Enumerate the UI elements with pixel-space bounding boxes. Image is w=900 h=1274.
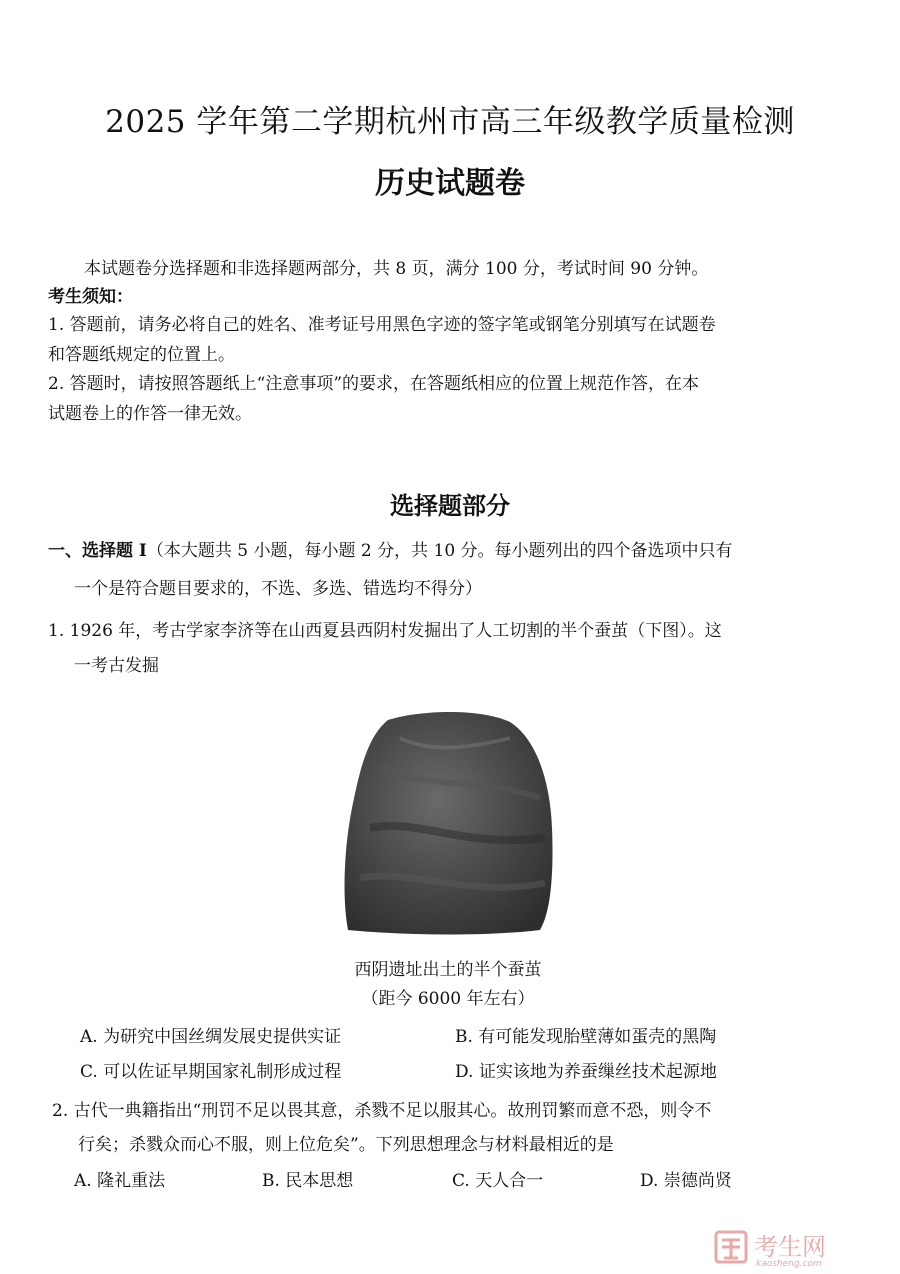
section-title: 选择题部分 (390, 491, 510, 520)
notice-item-2-line-1: 2. 答题时，请按照答题纸上“注意事项”的要求，在答题纸相应的位置上规范作答，在本 (48, 374, 700, 394)
q2-option-a: A. 隆礼重法 (74, 1171, 166, 1191)
part-description: （本大题共 5 小题，每小题 2 分，共 10 分。每小题列出的四个备选项中只有 (146, 541, 733, 561)
q1-option-c: C. 可以佐证早期国家礼制形成过程 (80, 1062, 342, 1082)
exam-intro: 本试题卷分选择题和非选择题两部分，共 8 页，满分 100 分，考试时间 90 分钟。 (84, 259, 709, 279)
q2-stem-line-2: 行矣；杀戮众而心不服，则上位危矣”。下列思想理念与材料最相近的是 (78, 1135, 614, 1155)
q2-option-c: C. 天人合一 (452, 1171, 544, 1191)
kaosheng-watermark-logo (712, 1228, 892, 1268)
q2-stem-line-1: 2. 古代一典籍指出“刑罚不足以畏其意，杀戮不足以服其心。故刑罚繁而意不恐，则令不 (52, 1101, 712, 1121)
q1-figure-caption-line-2: （距今 6000 年左右） (361, 989, 535, 1009)
q2-option-b: B. 民本思想 (262, 1171, 354, 1191)
q1-stem-line-1: 1. 1926 年，考古学家李济等在山西夏县西阴村发掘出了人工切割的半个蚕茧（下图）。这 (48, 621, 722, 641)
watermark-domain-text: kaosheng.com (756, 1259, 822, 1268)
exam-title: 2025 学年第二学期杭州市高三年级教学质量检测 (105, 104, 795, 140)
notice-heading: 考生须知： (48, 287, 133, 307)
q1-stem-line-2: 一考古发掘 (74, 656, 159, 676)
notice-item-1-line-2: 和答题纸规定的位置上。 (48, 345, 235, 365)
part-heading-line-1 (48, 540, 733, 562)
half-silkworm-cocoon-photo (340, 708, 556, 938)
part-description-line-2: 一个是符合题目要求的，不选、多选、错选均不得分） (74, 579, 482, 599)
watermark-brand-text: 考生网 (754, 1233, 826, 1261)
notice-item-2-line-2: 试题卷上的作答一律无效。 (48, 404, 252, 424)
exam-subtitle: 历史试题卷 (375, 166, 525, 201)
q1-option-d: D. 证实该地为养蚕缫丝技术起源地 (455, 1062, 717, 1082)
notice-item-1-line-1: 1. 答题前，请务必将自己的姓名、准考证号用黑色字迹的签字笔或钢笔分别填写在试题卷 (48, 315, 716, 335)
q2-option-d: D. 崇德尚贤 (640, 1171, 732, 1191)
part-heading: 一、选择题 I (48, 541, 147, 561)
q1-figure-caption-line-1: 西阴遗址出土的半个蚕茧 (354, 960, 542, 980)
q1-option-b: B. 有可能发现胎壁薄如蛋壳的黑陶 (455, 1027, 717, 1047)
q1-option-a: A. 为研究中国丝绸发展史提供实证 (80, 1027, 342, 1047)
